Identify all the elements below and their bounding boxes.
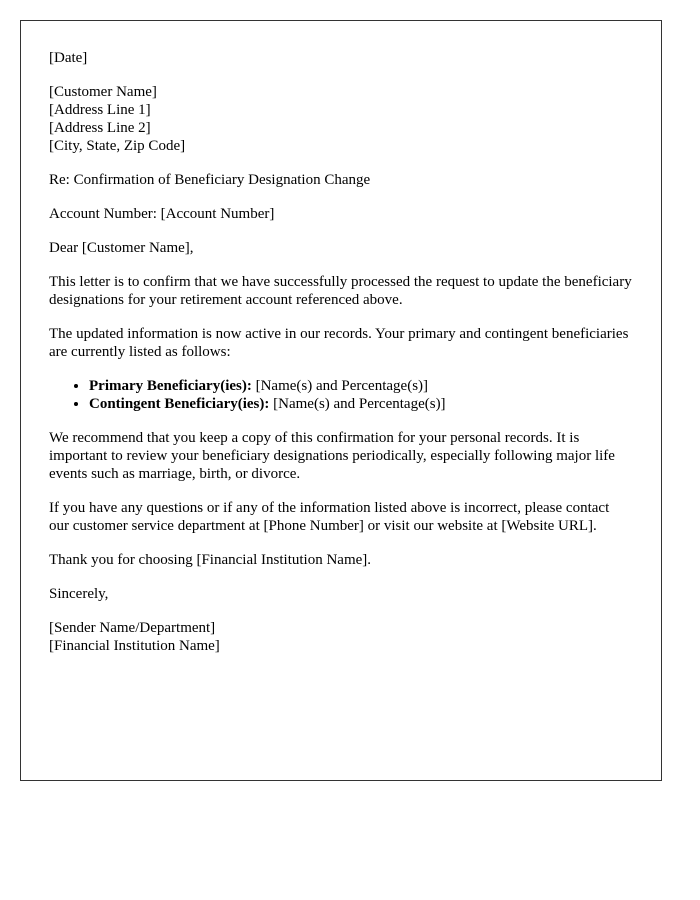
account-number: Account Number: [Account Number] — [49, 206, 275, 222]
beneficiary-list — [49, 377, 632, 413]
primary-value: [Name(s) and Percentage(s)] — [251, 378, 429, 394]
signature — [49, 619, 632, 655]
address-line-2: [Address Line 2] — [49, 120, 151, 136]
contingent-label: Contingent Beneficiary(ies): — [89, 396, 270, 412]
list-item-primary — [89, 377, 632, 395]
paragraph-confirmation: This letter is to confirm that we have successfully processed the request to update the beneficiary designations for your retirement account referenced above. — [49, 274, 632, 308]
city-state-zip: [City, State, Zip Code] — [49, 138, 186, 154]
sender-name: [Sender Name/Department] — [49, 620, 216, 636]
date: [Date] — [49, 50, 88, 66]
subject-line: Re: Confirmation of Beneficiary Designation Change — [49, 172, 371, 188]
institution-name: [Financial Institution Name] — [49, 638, 220, 654]
paragraph-updated-info: The updated information is now active in our records. Your primary and contingent beneficiaries are currently listed as follows: — [49, 326, 629, 360]
paragraph-contact: If you have any questions or if any of the information listed above is incorrect, please contact our customer service department at [Phone Number] or visit our website at [Website URL]. — [49, 500, 610, 534]
recipient-address — [49, 83, 632, 155]
contingent-value: [Name(s) and Percentage(s)] — [269, 396, 446, 412]
salutation: Dear [Customer Name], — [49, 240, 194, 256]
paragraph-recommendation: We recommend that you keep a copy of this confirmation for your personal records. It is important to review your beneficiary designations periodically, especially following major life events such as marriage, birth, or divorce. — [49, 430, 615, 482]
letter — [20, 20, 662, 781]
recipient-name: [Customer Name] — [49, 84, 157, 100]
list-item-contingent — [89, 395, 632, 413]
primary-label: Primary Beneficiary(ies): — [89, 378, 252, 394]
thank-you: Thank you for choosing [Financial Institution Name]. — [49, 552, 372, 568]
address-line-1: [Address Line 1] — [49, 102, 151, 118]
closing: Sincerely, — [49, 586, 109, 602]
